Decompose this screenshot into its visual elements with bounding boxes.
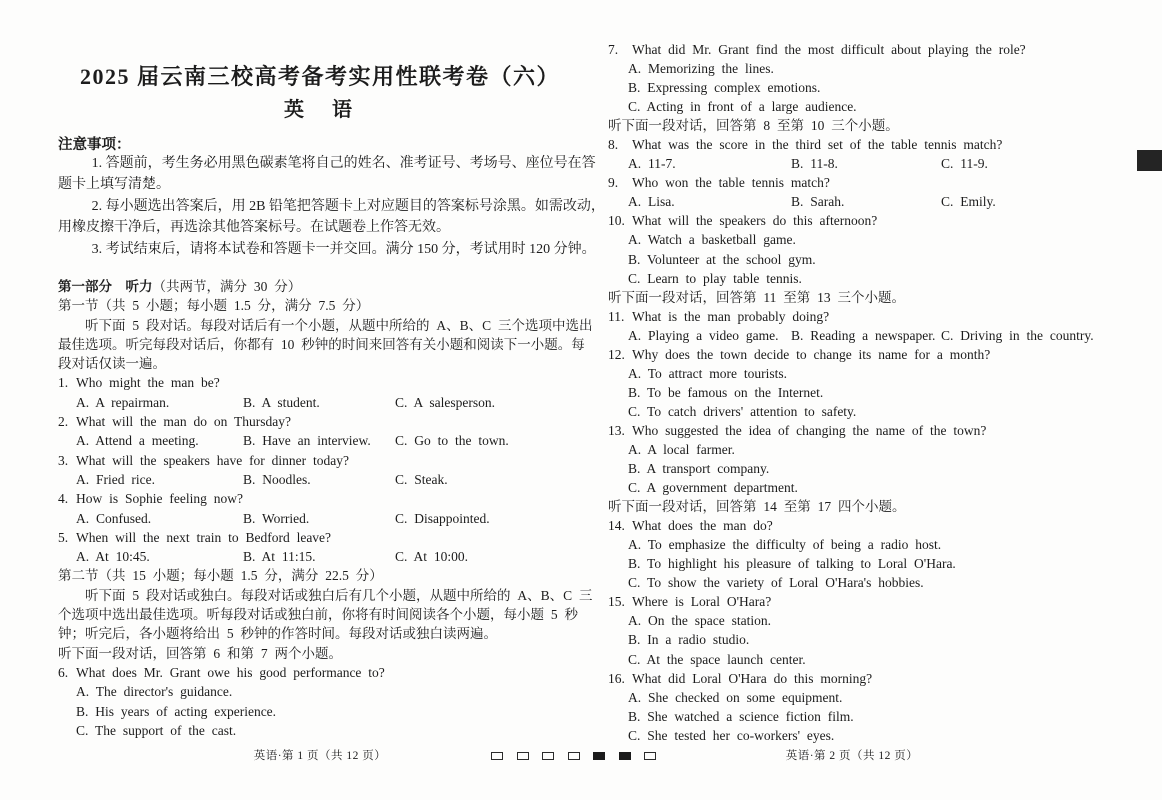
option-a: A. Playing a video game. (628, 327, 779, 343)
section-2-heading: 第二节（共 15 小题；每小题 1.5 分，满分 22.5 分） (58, 568, 383, 584)
question-12-option-b: B. To be famous on the Internet. (628, 384, 824, 400)
question-7 (608, 40, 1139, 59)
question-9 (608, 173, 1139, 192)
question-text: How is Sophie feeling now? (76, 491, 243, 507)
registration-mark (593, 752, 605, 760)
question-text: What will the man do on Thursday? (76, 414, 291, 430)
question-text: What will the speakers do this afternoon? (632, 213, 878, 229)
registration-mark (491, 752, 503, 760)
notice-line: 3. 考试结束后，请将本试卷和答题卡一并交回。满分 150 分，考试用时 120 分钟。 (91, 241, 596, 257)
registration-mark (619, 752, 631, 760)
question-number: 16. (608, 670, 625, 686)
question-11-options (608, 326, 1139, 345)
question-14 (608, 516, 1139, 535)
option-b: B. Reading a newspaper. (791, 327, 936, 343)
question-5-options (58, 547, 582, 566)
option-a: A. At 10:45. (76, 549, 150, 565)
option-b: B. At 11:15. (243, 549, 316, 565)
question-8-options (608, 154, 1139, 173)
question-16 (608, 669, 1139, 688)
question-number: 12. (608, 346, 625, 362)
question-12-option-c: C. To catch drivers' attention to safety. (628, 403, 857, 419)
question-number: 6. (58, 664, 69, 680)
question-3-options (58, 470, 582, 489)
question-12 (608, 345, 1139, 364)
question-1 (58, 373, 582, 392)
part-1-heading-rest: （共两节，满分 30 分） (152, 279, 302, 294)
option-a: A. Attend a meeting. (76, 433, 199, 449)
question-10-option-c: C. Learn to play table tennis. (628, 270, 802, 286)
question-number: 7. (608, 42, 619, 57)
question-7-option-a: A. Memorizing the lines. (628, 61, 774, 77)
page-2-column (608, 0, 1139, 800)
option-c: C. Emily. (941, 194, 996, 210)
exam-title: 2025 届云南三校高考备考实用性联考卷（六） (79, 64, 560, 89)
question-4-options (58, 509, 582, 528)
notice-line: 1. 答题前，考生务必用黑色碳素笔将自己的姓名、准考证号、考场号、座位号在答 (91, 156, 596, 171)
section-2-intro-line: 听下面 5 段对话或独白。每段对话或独白后有几个小题，从题中所给的 A、B、C 三 (85, 587, 593, 603)
page-2-footer: 英语·第 2 页（共 12 页） (785, 750, 919, 762)
question-text: Who suggested the idea of changing the name of the town? (632, 422, 987, 438)
question-3 (58, 451, 582, 470)
question-text: When will the next train to Bedford leave? (76, 529, 332, 545)
question-text: What did Loral O'Hara do this morning? (632, 670, 873, 686)
part-1-heading-bold: 第一部分 听力 (58, 279, 153, 294)
notice-line: 用橡皮擦干净后，再选涂其他答案标号。在试题卷上作答无效。 (58, 220, 450, 236)
registration-mark (517, 752, 529, 760)
option-a: A. Fried rice. (76, 471, 155, 487)
question-16-option-c: C. She tested her co-workers' eyes. (628, 727, 835, 743)
question-text: What is the man probably doing? (632, 308, 830, 324)
question-15-option-b: B. In a radio studio. (628, 632, 750, 648)
question-13-option-b: B. A transport company. (628, 461, 770, 477)
question-6-option-a: A. The director's guidance. (76, 684, 233, 700)
question-7-option-b: B. Expressing complex emotions. (628, 80, 821, 96)
question-13 (608, 421, 1139, 440)
question-10-option-b: B. Volunteer at the school gym. (628, 251, 816, 267)
registration-mark (542, 752, 554, 760)
option-c: C. At 10:00. (395, 549, 469, 565)
registration-mark (644, 752, 656, 760)
question-text: What does Mr. Grant owe his good performance to? (76, 664, 385, 680)
option-c: C. Steak. (395, 471, 448, 487)
question-text: Who won the table tennis match? (632, 175, 830, 191)
question-16-option-b: B. She watched a science fiction film. (628, 708, 854, 724)
question-number: 5. (58, 529, 69, 545)
subject-title: 英 语 (284, 99, 356, 121)
question-6-option-b: B. His years of acting experience. (76, 703, 277, 719)
option-a: A. 11-7. (628, 156, 676, 172)
notice-block (58, 153, 605, 260)
question-16-option-a: A. She checked on some equipment. (628, 689, 843, 705)
registration-marks (491, 752, 656, 760)
question-text: Where is Loral O'Hara? (632, 594, 772, 610)
option-b: B. A student. (243, 394, 320, 410)
question-number: 4. (58, 491, 69, 507)
question-10 (608, 211, 1139, 230)
question-13-option-a: A. A local farmer. (628, 441, 735, 457)
registration-mark (568, 752, 580, 760)
question-2 (58, 412, 582, 431)
binding-edge-mark (1137, 150, 1162, 171)
question-text: What did Mr. Grant find the most difficult about playing the role? (632, 42, 1026, 57)
question-number: 11. (608, 308, 625, 324)
part-1-heading (58, 277, 582, 296)
option-a: A. Confused. (76, 510, 152, 526)
question-text: What was the score in the third set of the table tennis match? (632, 137, 1003, 153)
listening-cue-8-10: 听下面一段对话，回答第 8 至第 10 三个小题。 (608, 118, 899, 134)
question-number: 13. (608, 422, 625, 438)
question-text: Who might the man be? (76, 375, 220, 391)
section-2-intro-line: 个选项中选出最佳选项。听每段对话或独白前，你将有时间阅读各个小题，每小题 5 秒 (58, 607, 578, 623)
question-5 (58, 528, 582, 547)
question-text: What will the speakers have for dinner today? (76, 452, 350, 468)
question-number: 1. (58, 375, 69, 391)
section-2-intro-line: 钟；听完后，各小题将给出 5 秒钟的作答时间。每段对话或独白读两遍。 (58, 626, 497, 642)
question-text: What does the man do? (632, 518, 773, 534)
question-4 (58, 489, 582, 508)
option-c: C. 11-9. (941, 156, 988, 172)
question-6-option-c: C. The support of the cast. (76, 722, 237, 738)
question-text: Why does the town decide to change its name for a month? (632, 346, 991, 362)
question-8 (608, 135, 1139, 154)
section-1-heading: 第一节（共 5 小题；每小题 1.5 分，满分 7.5 分） (58, 298, 370, 314)
option-b: B. Noodles. (243, 471, 311, 487)
question-2-options (58, 431, 582, 450)
question-13-option-c: C. A government department. (628, 480, 798, 496)
notice-heading: 注意事项： (58, 137, 131, 153)
question-number: 10. (608, 213, 625, 229)
section-1-intro-line: 听下面 5 段对话。每段对话后有一个小题，从题中所给的 A、B、C 三个选项中选出 (85, 317, 593, 333)
page-1-footer: 英语·第 1 页（共 12 页） (253, 750, 387, 762)
question-15-option-a: A. On the space station. (628, 613, 771, 629)
listening-cue-6-7: 听下面一段对话，回答第 6 和第 7 两个小题。 (58, 645, 342, 661)
option-c: C. A salesperson. (395, 394, 495, 410)
question-11 (608, 307, 1139, 326)
page-2-body (608, 40, 1139, 745)
question-9-options (608, 192, 1139, 211)
question-15 (608, 592, 1139, 611)
option-c: C. Driving in the country. (941, 327, 1094, 343)
option-b: B. 11-8. (791, 156, 838, 172)
question-number: 9. (608, 175, 619, 191)
question-10-option-a: A. Watch a basketball game. (628, 232, 796, 248)
question-number: 2. (58, 414, 69, 430)
question-14-option-c: C. To show the variety of Loral O'Hara's hobbies. (628, 575, 924, 591)
question-14-option-b: B. To highlight his pleasure of talking to Loral O'Hara. (628, 556, 956, 572)
notice-line: 2. 每小题选出答案后，用 2B 铅笔把答题卡上对应题目的答案标号涂黑。如需改动， (91, 198, 605, 214)
question-number: 8. (608, 137, 619, 153)
section-1-intro-line: 最佳选项。听完每段对话后，你都有 10 秒钟的时间来回答有关小题和阅读下一小题。每 (58, 336, 585, 352)
question-15-option-c: C. At the space launch center. (628, 651, 806, 667)
option-b: B. Have an interview. (243, 433, 371, 449)
listening-cue-14-17: 听下面一段对话，回答第 14 至第 17 四个小题。 (608, 499, 906, 515)
page-1-body (58, 277, 593, 740)
question-number: 15. (608, 594, 625, 610)
option-c: C. Disappointed. (395, 510, 490, 526)
page-1-column (58, 0, 605, 800)
option-a: A. Lisa. (628, 194, 675, 210)
question-7-option-c: C. Acting in front of a large audience. (628, 99, 857, 115)
question-6 (58, 663, 582, 682)
option-b: B. Worried. (243, 510, 310, 526)
listening-cue-11-13: 听下面一段对话，回答第 11 至第 13 三个小题。 (608, 289, 905, 305)
notice-line: 题卡上填写清楚。 (58, 177, 170, 193)
question-1-options (58, 393, 582, 412)
question-number: 14. (608, 518, 625, 534)
option-c: C. Go to the town. (395, 433, 509, 449)
section-1-intro-line: 段对话仅读一遍。 (58, 356, 166, 372)
question-12-option-a: A. To attract more tourists. (628, 365, 788, 381)
option-b: B. Sarah. (791, 194, 845, 210)
option-a: A. A repairman. (76, 394, 170, 410)
question-14-option-a: A. To emphasize the difficulty of being a radio host. (628, 537, 942, 553)
question-number: 3. (58, 452, 69, 468)
